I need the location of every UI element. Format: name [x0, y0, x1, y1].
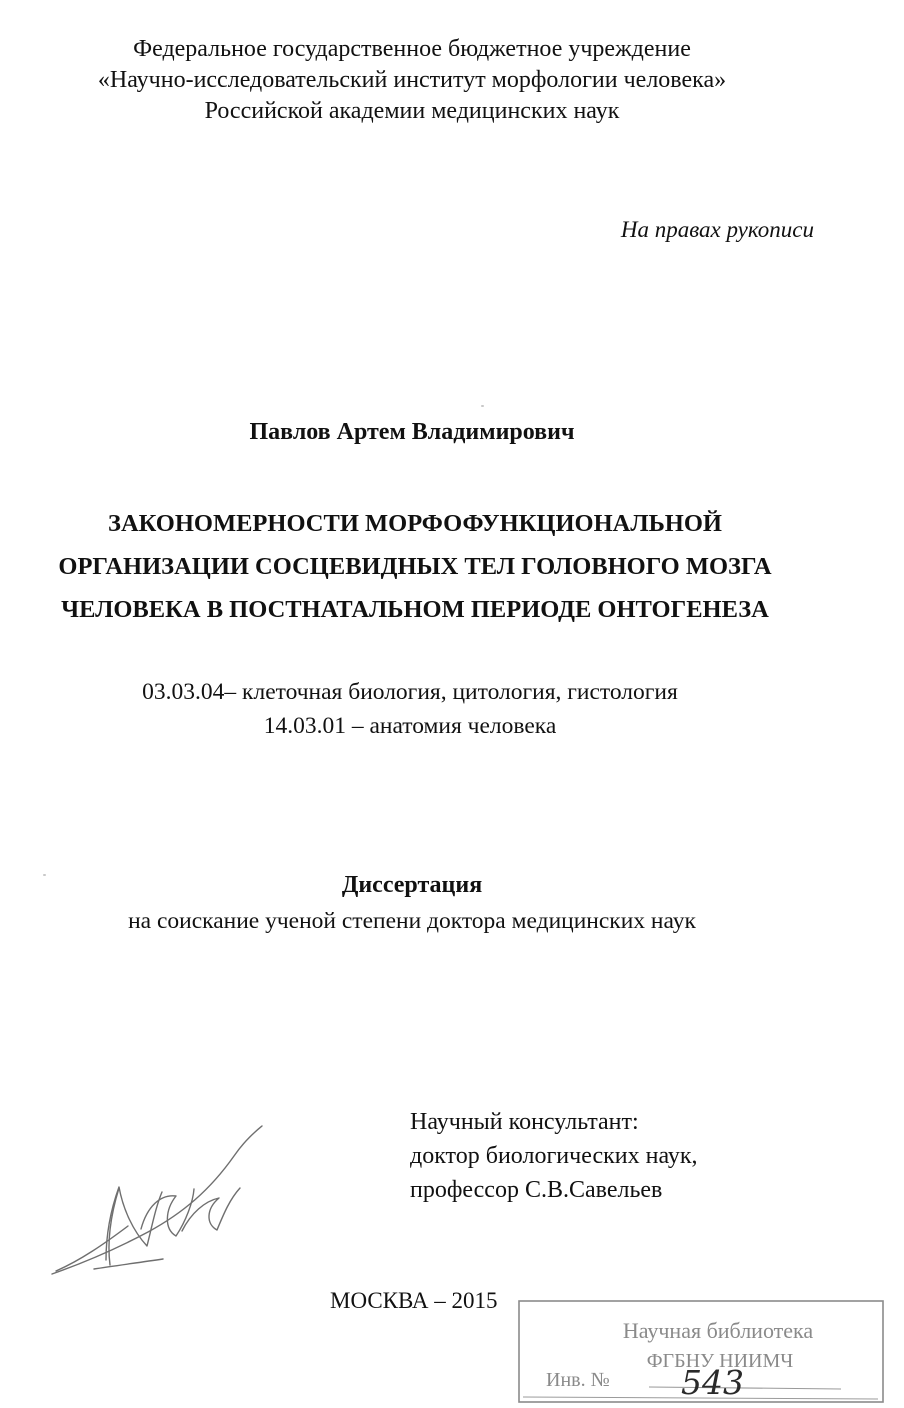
degree-sought: на соискание ученой степени доктора медицинских наук — [128, 908, 696, 934]
consultant-heading: Научный консультант: — [410, 1109, 639, 1135]
thesis-type: Диссертация — [341, 872, 483, 898]
manuscript-rights-note: На правах рукописи — [620, 217, 814, 242]
scientific-consultant — [410, 1105, 698, 1207]
stamp-inventory-label: Инв. № — [546, 1369, 610, 1391]
stamp-inventory-number: 543 — [681, 1363, 744, 1402]
city-year: МОСКВА – 2015 — [330, 1288, 498, 1313]
title-line-2: ОРГАНИЗАЦИИ СОСЦЕВИДНЫХ ТЕЛ ГОЛОВНОГО МОЗГА — [58, 553, 772, 580]
title-line-1: ЗАКОНОМЕРНОСТИ МОРФОФУНКЦИОНАЛЬНОЙ — [108, 510, 722, 537]
dissertation-title — [10, 502, 820, 631]
handwritten-signature — [40, 1118, 270, 1298]
author-name: Павлов Артем Владимирович — [249, 419, 575, 445]
consultant-name: профессор С.В.Савельев — [410, 1177, 663, 1203]
scan-dust-speck — [481, 405, 484, 407]
institution-line-3: Российской академии медицинских наук — [204, 98, 620, 124]
stamp-organization-text: ФГБНУ НИИМЧ — [646, 1350, 794, 1372]
specialty-codes — [0, 675, 820, 743]
institution-header — [0, 34, 824, 127]
specialty-line: 14.03.01 – анатомия человека — [263, 713, 557, 739]
institution-line-2: «Научно-исследовательский институт морфологии человека» — [97, 67, 727, 93]
title-line-3: ЧЕЛОВЕКА В ПОСТНАТАЛЬНОМ ПЕРИОДЕ ОНТОГЕНЕЗА — [61, 596, 769, 623]
stamp-library-text: Научная библиотека — [622, 1318, 814, 1343]
scan-dust-speck — [43, 874, 46, 876]
library-stamp — [515, 1298, 891, 1406]
specialty-line: 03.03.04– клеточная биология, цитология, гистология — [142, 679, 678, 705]
consultant-degree: доктор биологических наук, — [410, 1143, 698, 1169]
institution-line-1: Федеральное государственное бюджетное учреждение — [133, 36, 691, 62]
